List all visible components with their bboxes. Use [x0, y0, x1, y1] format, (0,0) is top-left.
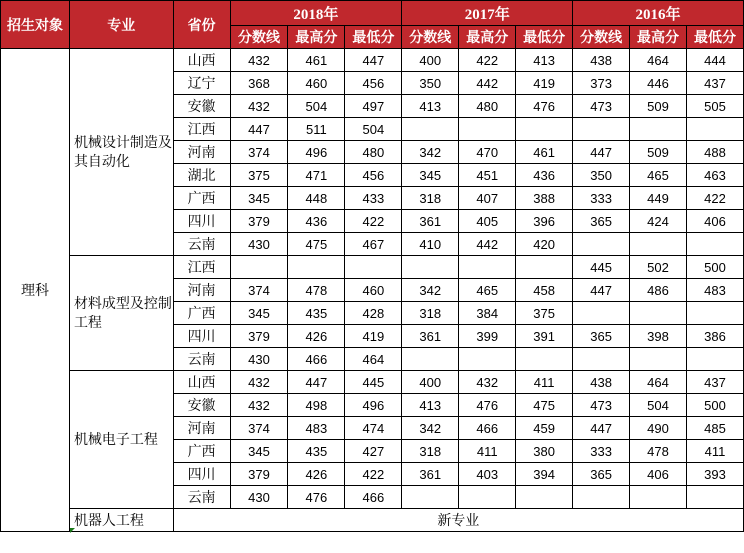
- score-cell: 426: [288, 463, 345, 486]
- score-cell: 427: [345, 440, 402, 463]
- score-cell: 447: [573, 417, 630, 440]
- province-cell: 广西: [173, 440, 230, 463]
- province-cell: 辽宁: [173, 72, 230, 95]
- score-cell: 379: [230, 325, 288, 348]
- score-cell: 464: [630, 371, 687, 394]
- score-cell: 422: [459, 49, 516, 72]
- province-cell: 安徽: [173, 394, 230, 417]
- score-cell: [573, 118, 630, 141]
- score-cell: 379: [230, 463, 288, 486]
- province-cell: 湖北: [173, 164, 230, 187]
- score-cell: 449: [630, 187, 687, 210]
- score-cell: 333: [573, 187, 630, 210]
- score-cell: 456: [345, 72, 402, 95]
- score-cell: 374: [230, 279, 288, 302]
- score-cell: [573, 233, 630, 256]
- score-cell: 432: [230, 371, 288, 394]
- score-cell: 447: [573, 279, 630, 302]
- score-cell: 480: [459, 95, 516, 118]
- score-cell: 368: [230, 72, 288, 95]
- header-max: 最高分: [459, 26, 516, 49]
- header-year-2017: 2017年: [402, 1, 573, 26]
- score-cell: 465: [459, 279, 516, 302]
- score-cell: 497: [345, 95, 402, 118]
- header-major: 专业: [69, 1, 173, 49]
- score-cell: [459, 486, 516, 509]
- score-cell: 447: [230, 118, 288, 141]
- table-row: [1, 256, 744, 279]
- new-major-cell: 新专业: [173, 509, 743, 532]
- province-cell: 河南: [173, 279, 230, 302]
- score-cell: 407: [459, 187, 516, 210]
- score-cell: 436: [516, 164, 573, 187]
- score-cell: 488: [687, 141, 744, 164]
- score-cell: 318: [402, 187, 459, 210]
- score-cell: 406: [687, 210, 744, 233]
- header-category: 招生对象: [1, 1, 70, 49]
- category-cell: 理科: [1, 49, 70, 532]
- score-cell: 379: [230, 210, 288, 233]
- score-cell: 399: [459, 325, 516, 348]
- score-cell: 456: [345, 164, 402, 187]
- score-cell: 375: [516, 302, 573, 325]
- score-cell: 447: [345, 49, 402, 72]
- header-cutoff: 分数线: [573, 26, 630, 49]
- score-cell: 413: [402, 394, 459, 417]
- score-cell: [516, 486, 573, 509]
- score-cell: 373: [573, 72, 630, 95]
- score-cell: 342: [402, 141, 459, 164]
- score-cell: 386: [687, 325, 744, 348]
- score-cell: 318: [402, 302, 459, 325]
- score-cell: 471: [288, 164, 345, 187]
- table-body: [1, 49, 744, 532]
- score-cell: [573, 348, 630, 371]
- province-cell: 云南: [173, 233, 230, 256]
- score-cell: [459, 256, 516, 279]
- province-cell: 山西: [173, 49, 230, 72]
- score-cell: 442: [459, 233, 516, 256]
- score-cell: 430: [230, 233, 288, 256]
- score-cell: 445: [345, 371, 402, 394]
- score-cell: 428: [345, 302, 402, 325]
- major-name-cell: 材料成型及控制工程: [69, 256, 173, 371]
- score-cell: 411: [516, 371, 573, 394]
- score-cell: 483: [288, 417, 345, 440]
- score-cell: 365: [573, 210, 630, 233]
- score-cell: 361: [402, 210, 459, 233]
- score-cell: 498: [288, 394, 345, 417]
- score-cell: 374: [230, 141, 288, 164]
- header-year-2018: 2018年: [230, 1, 402, 26]
- header-province: 省份: [173, 1, 230, 49]
- province-cell: 四川: [173, 210, 230, 233]
- score-cell: 442: [459, 72, 516, 95]
- score-cell: 496: [288, 141, 345, 164]
- score-cell: [573, 302, 630, 325]
- score-cell: 391: [516, 325, 573, 348]
- score-cell: 473: [573, 394, 630, 417]
- score-cell: 458: [516, 279, 573, 302]
- score-cell: [630, 486, 687, 509]
- table-row: [1, 371, 744, 394]
- score-cell: 451: [459, 164, 516, 187]
- score-cell: [459, 118, 516, 141]
- province-cell: 安徽: [173, 95, 230, 118]
- score-cell: 413: [516, 49, 573, 72]
- score-cell: 502: [630, 256, 687, 279]
- score-cell: 448: [288, 187, 345, 210]
- score-cell: 447: [573, 141, 630, 164]
- score-cell: 500: [687, 256, 744, 279]
- score-cell: 435: [288, 302, 345, 325]
- province-cell: 四川: [173, 463, 230, 486]
- score-cell: 420: [516, 233, 573, 256]
- score-cell: 435: [288, 440, 345, 463]
- score-cell: [630, 348, 687, 371]
- score-cell: [516, 256, 573, 279]
- score-cell: 345: [402, 164, 459, 187]
- score-cell: 345: [230, 187, 288, 210]
- province-cell: 广西: [173, 302, 230, 325]
- score-cell: 398: [630, 325, 687, 348]
- score-cell: 461: [288, 49, 345, 72]
- score-cell: 505: [687, 95, 744, 118]
- province-cell: 四川: [173, 325, 230, 348]
- score-cell: 504: [345, 118, 402, 141]
- score-cell: [687, 348, 744, 371]
- score-cell: 419: [516, 72, 573, 95]
- province-cell: 江西: [173, 256, 230, 279]
- score-cell: 436: [288, 210, 345, 233]
- score-cell: 437: [687, 371, 744, 394]
- score-cell: 464: [345, 348, 402, 371]
- score-cell: 466: [345, 486, 402, 509]
- score-cell: 350: [402, 72, 459, 95]
- score-cell: 486: [630, 279, 687, 302]
- score-cell: 475: [288, 233, 345, 256]
- score-cell: 504: [288, 95, 345, 118]
- province-cell: 云南: [173, 486, 230, 509]
- score-cell: 406: [630, 463, 687, 486]
- score-cell: [459, 348, 516, 371]
- score-cell: 333: [573, 440, 630, 463]
- score-cell: 413: [402, 95, 459, 118]
- score-cell: 460: [345, 279, 402, 302]
- score-cell: 403: [459, 463, 516, 486]
- score-cell: [573, 486, 630, 509]
- score-cell: 447: [288, 371, 345, 394]
- header-min: 最低分: [516, 26, 573, 49]
- table-row: [1, 509, 744, 532]
- score-cell: 446: [630, 72, 687, 95]
- score-cell: 437: [687, 72, 744, 95]
- score-cell: [516, 348, 573, 371]
- score-cell: 361: [402, 325, 459, 348]
- province-cell: 云南: [173, 348, 230, 371]
- header-min: 最低分: [687, 26, 744, 49]
- score-cell: 422: [345, 463, 402, 486]
- score-cell: 459: [516, 417, 573, 440]
- province-cell: 山西: [173, 371, 230, 394]
- score-cell: 365: [573, 325, 630, 348]
- score-cell: 478: [630, 440, 687, 463]
- score-cell: [402, 348, 459, 371]
- score-cell: 410: [402, 233, 459, 256]
- score-cell: 345: [230, 440, 288, 463]
- score-cell: 467: [345, 233, 402, 256]
- score-cell: 466: [288, 348, 345, 371]
- header-row-years: [1, 1, 744, 26]
- major-name-cell: 机械设计制造及其自动化: [69, 49, 173, 256]
- score-cell: 388: [516, 187, 573, 210]
- header-min: 最低分: [345, 26, 402, 49]
- header-max: 最高分: [630, 26, 687, 49]
- score-cell: 419: [345, 325, 402, 348]
- score-cell: 424: [630, 210, 687, 233]
- score-cell: 405: [459, 210, 516, 233]
- score-cell: 480: [345, 141, 402, 164]
- header-cutoff: 分数线: [230, 26, 288, 49]
- score-cell: 470: [459, 141, 516, 164]
- score-cell: 476: [459, 394, 516, 417]
- score-cell: [345, 256, 402, 279]
- score-cell: 465: [630, 164, 687, 187]
- score-cell: [288, 256, 345, 279]
- score-cell: 464: [630, 49, 687, 72]
- score-cell: 478: [288, 279, 345, 302]
- score-cell: [687, 233, 744, 256]
- score-cell: [687, 486, 744, 509]
- score-cell: 411: [687, 440, 744, 463]
- score-cell: 485: [687, 417, 744, 440]
- score-cell: [630, 118, 687, 141]
- score-cell: [630, 302, 687, 325]
- score-cell: 476: [516, 95, 573, 118]
- score-cell: [230, 256, 288, 279]
- score-cell: 430: [230, 486, 288, 509]
- score-cell: [687, 118, 744, 141]
- major-name-cell: 机械电子工程: [69, 371, 173, 509]
- score-cell: 342: [402, 417, 459, 440]
- header-cutoff: 分数线: [402, 26, 459, 49]
- score-cell: 496: [345, 394, 402, 417]
- score-cell: 432: [230, 49, 288, 72]
- province-cell: 河南: [173, 417, 230, 440]
- score-cell: [402, 256, 459, 279]
- score-cell: 444: [687, 49, 744, 72]
- score-cell: 483: [687, 279, 744, 302]
- score-cell: 400: [402, 371, 459, 394]
- header-max: 最高分: [288, 26, 345, 49]
- score-cell: 422: [687, 187, 744, 210]
- score-cell: 432: [230, 394, 288, 417]
- score-cell: 430: [230, 348, 288, 371]
- score-cell: 422: [345, 210, 402, 233]
- score-cell: 432: [459, 371, 516, 394]
- province-cell: 江西: [173, 118, 230, 141]
- score-cell: 460: [288, 72, 345, 95]
- score-cell: 511: [288, 118, 345, 141]
- score-cell: 461: [516, 141, 573, 164]
- province-cell: 河南: [173, 141, 230, 164]
- score-cell: 476: [288, 486, 345, 509]
- score-cell: [402, 486, 459, 509]
- score-cell: 490: [630, 417, 687, 440]
- score-cell: 509: [630, 141, 687, 164]
- score-cell: 342: [402, 279, 459, 302]
- major-name-cell: 机器人工程: [69, 509, 173, 532]
- score-cell: 400: [402, 49, 459, 72]
- score-cell: [630, 233, 687, 256]
- score-cell: 473: [573, 95, 630, 118]
- score-cell: 509: [630, 95, 687, 118]
- score-cell: 345: [230, 302, 288, 325]
- score-cell: 433: [345, 187, 402, 210]
- score-cell: 445: [573, 256, 630, 279]
- score-cell: 504: [630, 394, 687, 417]
- score-cell: 375: [230, 164, 288, 187]
- cell-corner-marker: [70, 528, 75, 533]
- score-cell: 396: [516, 210, 573, 233]
- score-cell: [687, 302, 744, 325]
- score-cell: 361: [402, 463, 459, 486]
- score-cell: 393: [687, 463, 744, 486]
- score-cell: 466: [459, 417, 516, 440]
- score-cell: 475: [516, 394, 573, 417]
- province-cell: 广西: [173, 187, 230, 210]
- score-cell: [516, 118, 573, 141]
- score-cell: 380: [516, 440, 573, 463]
- score-cell: 350: [573, 164, 630, 187]
- score-cell: 374: [230, 417, 288, 440]
- score-cell: 438: [573, 371, 630, 394]
- header-year-2016: 2016年: [573, 1, 744, 26]
- score-cell: 365: [573, 463, 630, 486]
- table-row: [1, 49, 744, 72]
- score-cell: 500: [687, 394, 744, 417]
- score-cell: 384: [459, 302, 516, 325]
- score-cell: 411: [459, 440, 516, 463]
- score-cell: [402, 118, 459, 141]
- score-cell: 426: [288, 325, 345, 348]
- score-cell: 474: [345, 417, 402, 440]
- score-cell: 438: [573, 49, 630, 72]
- score-cell: 394: [516, 463, 573, 486]
- score-cell: 432: [230, 95, 288, 118]
- score-cell: 318: [402, 440, 459, 463]
- score-cell: 463: [687, 164, 744, 187]
